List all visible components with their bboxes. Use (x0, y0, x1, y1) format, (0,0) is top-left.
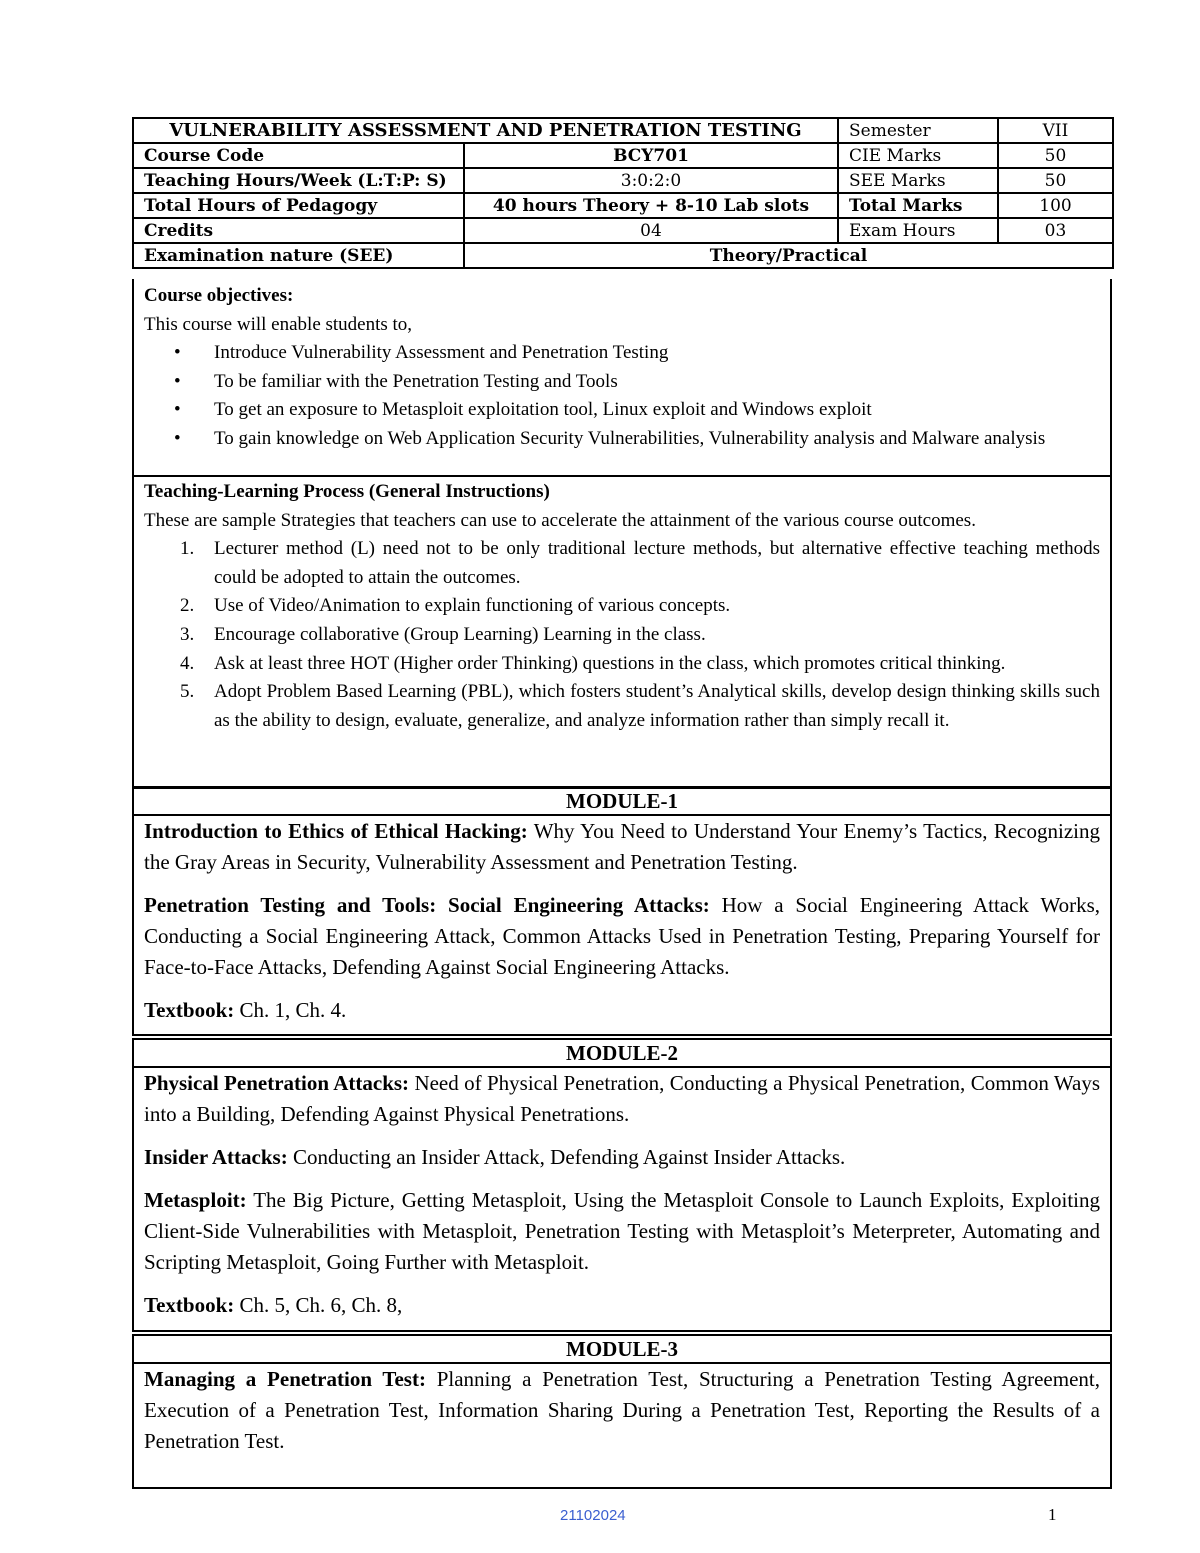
module-3-content (132, 1362, 1112, 1489)
course-code-value: BCY701 (464, 143, 838, 168)
module-1-content (132, 814, 1112, 1036)
bullet-icon: • (174, 370, 181, 392)
semester-label: Semester (838, 118, 998, 143)
see-label: SEE Marks (838, 168, 998, 193)
course-title: VULNERABILITY ASSESSMENT AND PENETRATION TESTING (133, 118, 838, 143)
list-item: 2. Use of Video/Animation to explain functioning of various concepts. (180, 595, 731, 617)
list-item: 4. Ask at least three HOT (Higher order Thinking) questions in the class, which promotes critical thinking. (180, 652, 1006, 674)
table-row (133, 243, 1113, 268)
hours-value: 3:0:2:0 (464, 168, 838, 193)
table-row (133, 118, 1113, 143)
objectives-list (144, 339, 1100, 453)
list-item: • To gain knowledge on Web Application Security Vulnerabilities, Vulnerability analysis and Malware analysis (144, 425, 1100, 454)
module-paragraph: Textbook: Ch. 5, Ch. 6, Ch. 8, (144, 1293, 403, 1317)
bullet-icon: • (174, 427, 181, 449)
bullet-icon: • (174, 399, 181, 421)
module-paragraph: Metasploit: The Big Picture, Getting Metasploit, Using the Metasploit Console to Launch Exploits, Exploiting Client-Side Vulnerabilities with Metasploit, Penetration Testing with Metasploit’s Meterpreter, Automating and Scripting Metasploit, Going Further with Metasploit. (144, 1188, 1100, 1274)
module-2-heading: MODULE-2 (132, 1038, 1112, 1068)
list-item: • To get an exposure to Metasploit exploitation tool, Linux exploit and Windows exploit (144, 396, 1100, 425)
total-marks-label: Total Marks (838, 193, 998, 218)
module-paragraph: Managing a Penetration Test: Planning a Penetration Test, Structuring a Penetration Testing Agreement, Execution of a Penetration Test, Information Sharing During a Penetration Test, Reporting the Results of a Penetration Test. (144, 1367, 1100, 1453)
module-paragraph: Introduction to Ethics of Ethical Hacking: Why You Need to Understand Your Enemy’s Tactics, Recognizing the Gray Areas in Security, Vulnerability Assessment and Penetration Testing. (144, 819, 1100, 874)
list-item: • To be familiar with the Penetration Testing and Tools (144, 368, 1100, 397)
exam-hours-label: Exam Hours (838, 218, 998, 243)
cie-value: 50 (998, 143, 1113, 168)
teaching-heading: Teaching-Learning Process (General Instructions) (144, 481, 550, 502)
objectives-heading: Course objectives: (144, 285, 294, 306)
table-row (133, 218, 1113, 243)
see-value: 50 (998, 168, 1113, 193)
module-paragraph: Penetration Testing and Tools: Social Engineering Attacks: How a Social Engineering Attack Works, Conducting a Social Engineering Attack, Common Attacks Used in Penetration Testing, Preparing Yourself for Face-to-Face Attacks, Defending Against Social Engineering Attacks. (144, 893, 1101, 979)
bullet-icon: • (174, 342, 181, 364)
teaching-learning-section (132, 475, 1112, 789)
course-info-table (132, 117, 1114, 269)
teaching-list (144, 535, 1100, 735)
credits-value: 04 (464, 218, 838, 243)
module-1-heading: MODULE-1 (132, 786, 1112, 816)
page-number: 1 (1048, 1505, 1057, 1524)
teaching-intro: These are sample Strategies that teachers can use to accelerate the attainment of the various course outcomes. (144, 509, 976, 531)
list-item: 5. Adopt Problem Based Learning (PBL), which fosters student’s Analytical skills, develop design thinking skills such as the ability to design, evaluate, generalize, and analyze information rather than simply recall it. (180, 681, 1100, 731)
semester-value: VII (998, 118, 1113, 143)
module-paragraph: Physical Penetration Attacks: Need of Physical Penetration, Conducting a Physical Penetration, Common Ways into a Building, Defending Against Physical Penetrations. (144, 1071, 1100, 1126)
module-2-content (132, 1066, 1112, 1332)
objectives-intro: This course will enable students to, (144, 313, 413, 335)
exam-hours-value: 03 (998, 218, 1113, 243)
pedagogy-value: 40 hours Theory + 8-10 Lab slots (464, 193, 838, 218)
table-row (133, 193, 1113, 218)
credits-label: Credits (133, 218, 464, 243)
cie-label: CIE Marks (838, 143, 998, 168)
list-item: 3. Encourage collaborative (Group Learning) Learning in the class. (180, 623, 706, 645)
table-row (133, 168, 1113, 193)
total-marks-value: 100 (998, 193, 1113, 218)
module-3-heading: MODULE-3 (132, 1334, 1112, 1364)
exam-nature-label: Examination nature (SEE) (133, 243, 464, 268)
list-item: • Introduce Vulnerability Assessment and Penetration Testing (144, 339, 1100, 368)
module-paragraph: Textbook: Ch. 1, Ch. 4. (144, 998, 347, 1022)
exam-nature-value: Theory/Practical (464, 243, 1113, 268)
pedagogy-label: Total Hours of Pedagogy (133, 193, 464, 218)
footer-code: 21102024 (560, 1507, 626, 1524)
table-row (133, 143, 1113, 168)
course-objectives-section (132, 279, 1112, 477)
module-paragraph: Insider Attacks: Conducting an Insider Attack, Defending Against Insider Attacks. (144, 1145, 846, 1169)
course-code-label: Course Code (133, 143, 464, 168)
list-item: 1. Lecturer method (L) need not to be only traditional lecture methods, but alternative effective teaching methods could be adopted to attain the outcomes. (180, 538, 1100, 588)
hours-label: Teaching Hours/Week (L:T:P: S) (133, 168, 464, 193)
